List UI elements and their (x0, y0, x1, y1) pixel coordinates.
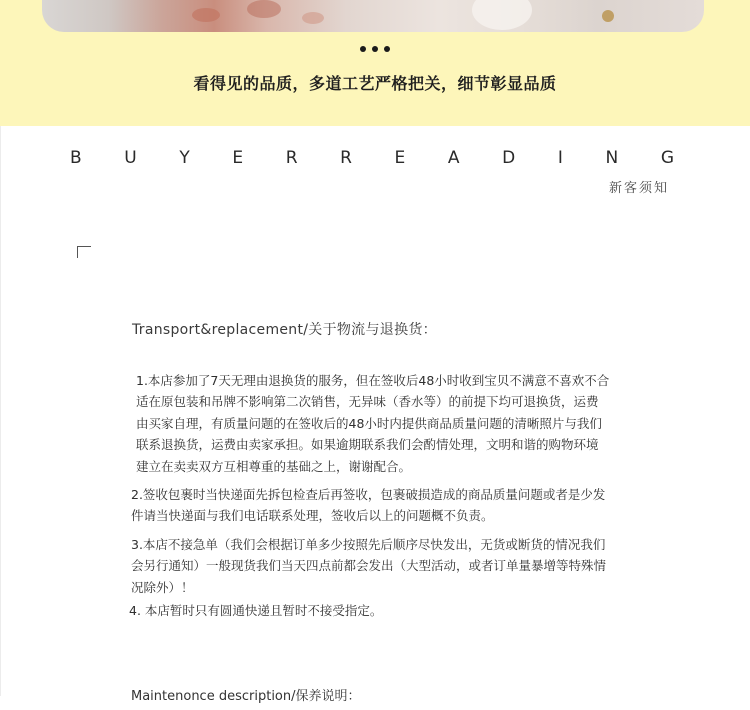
corner-bracket-icon (77, 246, 91, 258)
heading-letter: R (285, 148, 298, 168)
heading-letter: N (605, 148, 619, 168)
heading-letter: B (70, 148, 82, 168)
term-item: 4. 本店暂时只有圆通快递且暂时不接受指定。 (129, 603, 383, 618)
page-edge (0, 126, 1, 696)
quality-title: 看得见的品质，多道工艺严格把关，细节彰显品质 (193, 74, 557, 93)
top-banner (0, 0, 750, 126)
maintenance-title: Maintenonce description/保养说明： (131, 689, 361, 704)
heading-letter: D (502, 148, 516, 168)
heading-letter: Y (179, 148, 190, 168)
heading-letter: E (394, 148, 406, 168)
buyer-reading-subtitle: 新客须知 (608, 181, 669, 196)
heading-letter: R (340, 148, 352, 168)
term-item: 3.本店不接急单（我们会根据订单多少按照先后顺序尽快发出，无货或断货的情况我们会另行通知）一般现货我们当天四点前都会发出（大型活动，或者订单量暴增等特殊情况除外）！ (131, 537, 607, 595)
dots-divider (0, 46, 750, 52)
term-item: 2.签收包裹时当快递面先拆包检查后再签收，包裹破损造成的商品质量问题或者是少发件请当快递面与我们电话联系处理，签收后以上的问题概不负责。 (131, 487, 606, 524)
heading-letter: U (124, 148, 137, 168)
heading-letter: A (447, 148, 460, 168)
heading-letter: E (232, 148, 244, 168)
transport-title: Transport&replacement/关于物流与退换货： (132, 322, 437, 338)
product-photo (42, 0, 704, 32)
term-item: 1.本店参加了7天无理由退换货的服务，但在签收后48小时收到宝贝不满意不喜欢不合适在原包装和吊牌不影响第二次销售，无异味（香水等）的前提下均可退换货，运费由买家自理，有质量问题的在签收后的48小时内提供商品质量问题的清晰照片与我们联系退换货，运费由卖家承担。如果逾期联系我们会酌情处理，文明和谐的购物环境建立在卖卖双方互相尊重的基础之上，谢谢配合。 (136, 373, 610, 474)
heading-letter: G (660, 148, 674, 168)
buyer-reading-heading (70, 148, 674, 170)
heading-letter: I (557, 148, 563, 168)
